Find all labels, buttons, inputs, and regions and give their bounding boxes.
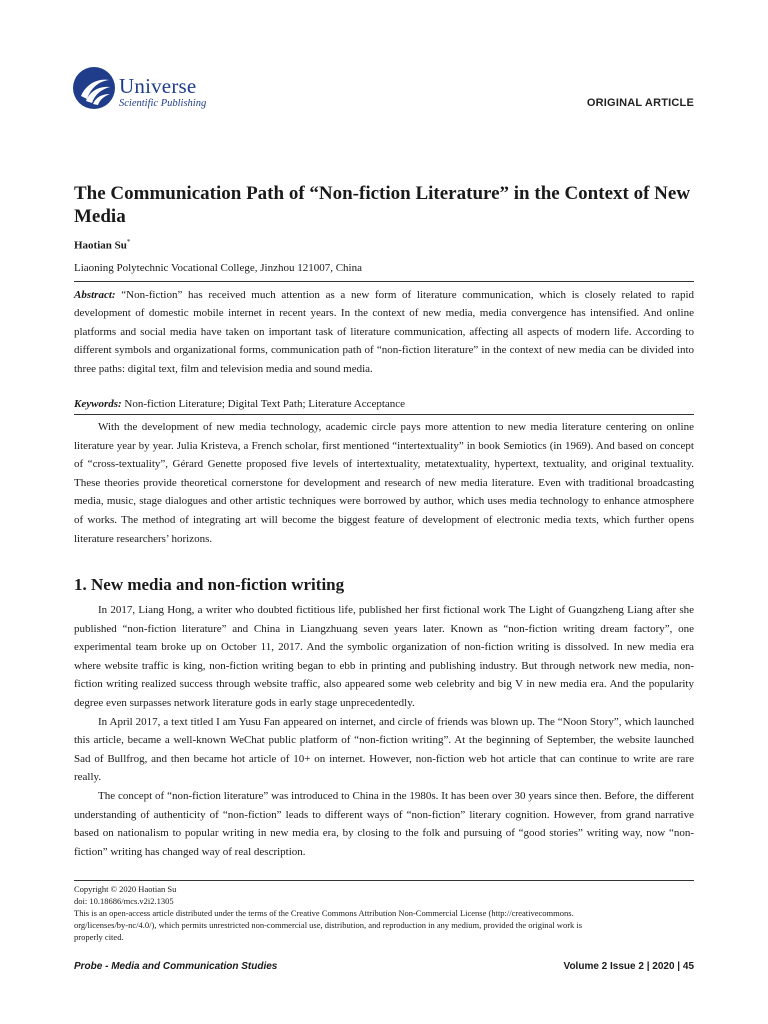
divider-top [74, 281, 694, 282]
footnote-divider [74, 880, 694, 881]
license-text-3: properly cited. [74, 932, 124, 942]
copyright-footnote [74, 883, 694, 943]
copyright-text: Copyright © 2020 Haotian Su [74, 884, 177, 894]
body-paragraph-1: In 2017, Liang Hong, a writer who doubted fictitious life, published her first fictional work The Light of Guangzheng Liang after she published “non-fiction literature” and China in Liangzhuang seven years later. Known as “non-fiction writing dream factory”, one experimental team broke up on October 11, 2017. And the symbolic organization of non-fiction writing is dissolved. In new media era where website traffic is king, non-fiction writing began to ebb in printing and publishing industry. But through network new media, non-fiction writing realized success through website traffic, also appeared some web celebrity and big V in new media era. And the popularity degree even surpasses network literature gods in early stage unprecedentedly. [74, 604, 694, 709]
publisher-name: Universe [119, 74, 197, 98]
publisher-subtitle: Scientific Publishing [119, 98, 207, 109]
volume-page-number: Volume 2 Issue 2 | 2020 | 45 [563, 961, 694, 972]
publisher-logo [72, 66, 222, 114]
keywords-label: Keywords: [74, 398, 122, 410]
journal-name: Probe - Media and Communication Studies [74, 961, 278, 972]
author-mark: * [126, 238, 131, 246]
keywords [74, 395, 694, 413]
doi-text: doi: 10.18686/mcs.v2i2.1305 [74, 896, 174, 906]
license-text-2: org/licenses/by-nc/4.0/), which permits unrestricted non-commercial use, distribution, and reproduction in any medium, provided the original work is [74, 920, 583, 930]
body-paragraph-3: The concept of “non-fiction literature” was introduced to China in the 1980s. It has been over 30 years since then. Before, the different understanding of authenticity of “non-fiction” leads to different ways of “non-fiction” literary cognition. However, from grand narrative based on nationalism to popular writing in new media era, by closing to the folk and pursuing of “good stories” writing way, now “non-fiction” writing has changed way of real description. [74, 789, 694, 858]
section-1-body [74, 601, 694, 861]
abstract-text: “Non-fiction” has received much attention as a new form of literature communication, which is closely related to rapid development of domestic mobile internet in recent years. In the context of new media, media convergence has intensified. And online platforms and social media have taken on important task of literature communication, affecting all aspects of modern life. According to different symbols and organizational forms, communication path of “non-fiction literature” in the context of new media can be divided into three paths: digital text, film and television media and sound media. [74, 289, 694, 375]
license-text-1: This is an open-access article distributed under the terms of the Creative Commons Attribution Non-Commercial License (http://creativecommons. [74, 908, 574, 918]
article-type-label: ORIGINAL ARTICLE [586, 97, 694, 109]
divider-bottom [74, 414, 694, 415]
intro-paragraph: With the development of new media technology, academic circle pays more attention to new media literature centering on online literature year by year. Julia Kristeva, a French scholar, first mentioned “intertextuality” in book Semiotics (in 1969). And based on concept of “cross-textuality”, Gérard Genette proposed five levels of intertextuality, metatextuality, hypertext, textuality, and original textuality. These theories provide theoretical cornerstone for development and research of new media literature. Even with traditional broadcasting media, music, stage dialogues and other artistic techniques were borrowed by author, which uses media technology to enhance atmosphere of works. The method of integrating art will become the biggest feature of development of electronic media texts, which further opens literature researchers’ horizons. [74, 421, 694, 545]
article-title: The Communication Path of “Non-fiction Literature” in the Context of New Media [74, 183, 691, 227]
universe-logo-icon [72, 66, 116, 110]
intro-section [74, 418, 694, 548]
author-name-text: Haotian Su [74, 239, 127, 252]
author-affiliation: Liaoning Polytechnic Vocational College, Jinzhou 121007, China [74, 262, 362, 274]
keywords-text: Non-fiction Literature; Digital Text Path; Literature Acceptance [124, 398, 406, 410]
section-heading: 1. New media and non-fiction writing [74, 575, 345, 594]
body-paragraph-2: In April 2017, a text titled I am Yusu Fan appeared on internet, and circle of friends was blown up. The “Noon Story”, which launched this article, became a well-known WeChat public platform of “non-fiction writing”. At the beginning of September, the website launched Sad of Bullfrog, and then became hot article of 10+ on internet. However, non-fiction web hot article that can continue to write are rare really. [74, 715, 694, 784]
author-name [74, 238, 130, 252]
abstract [74, 286, 694, 378]
abstract-label: Abstract: [74, 289, 116, 301]
